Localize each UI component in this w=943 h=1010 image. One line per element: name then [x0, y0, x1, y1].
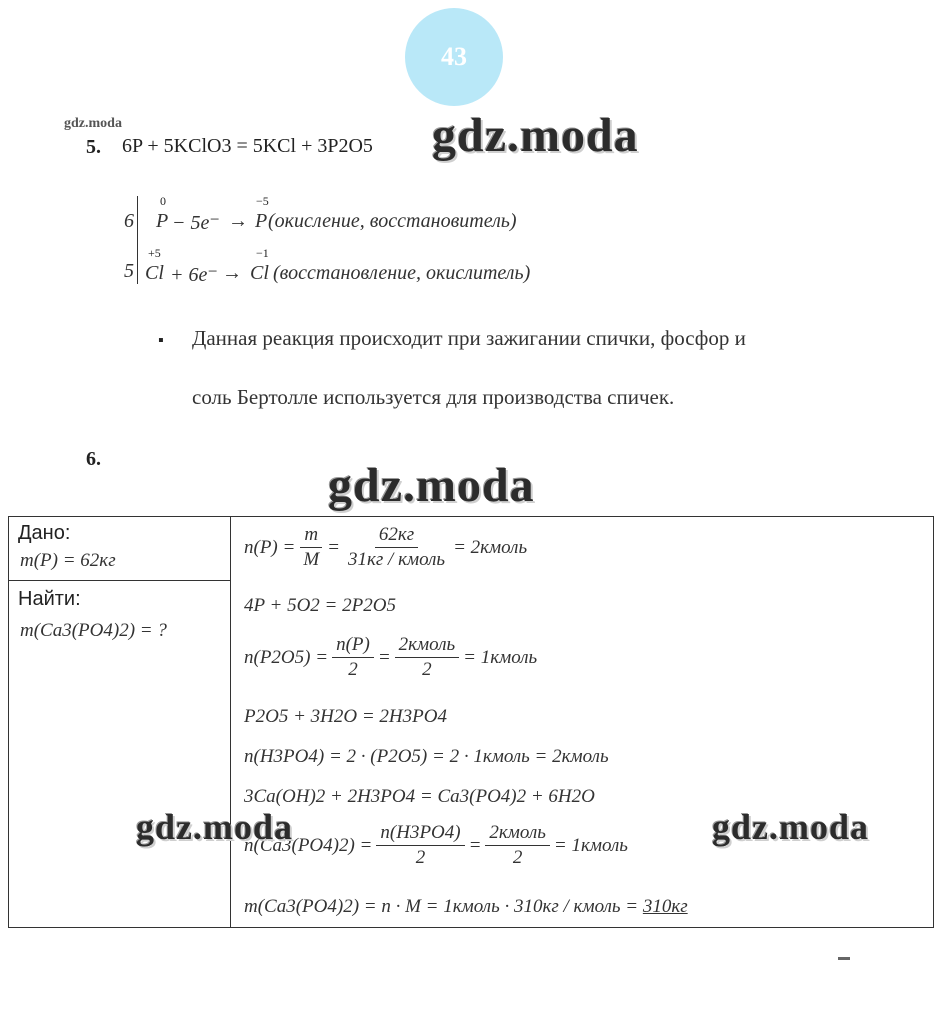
fraction-2kmol-over-2-b: [485, 822, 549, 870]
line3-left: n(P2O5) =: [244, 647, 329, 669]
line1-result: = 2кмоль: [453, 537, 528, 559]
line7-eq: =: [468, 835, 482, 857]
table-column-divider: [8, 516, 231, 928]
line1-den1: M: [303, 548, 320, 570]
task6-number: 6.: [86, 448, 101, 470]
line3-den2: 2: [422, 658, 432, 680]
line1-num2: 62кг: [375, 524, 418, 548]
solution-line-4: P2O5 + 3H2O = 2H3PO4: [244, 706, 447, 727]
redox1-note: (окисление, восстановитель): [268, 210, 517, 232]
task5-number: 5.: [86, 136, 101, 158]
line7-left: n(Ca3(PO4)2) =: [244, 835, 373, 857]
redox1-coef: 6: [124, 210, 134, 232]
line7-num1: n(H3PO4): [376, 822, 464, 846]
fraction-nP-over-2: [332, 634, 374, 682]
final-answer: 310кг: [642, 896, 688, 917]
line1-den2: 31кг / кмоль: [348, 548, 446, 570]
corner-mark: [838, 957, 850, 960]
line1-eq: =: [327, 537, 340, 559]
line3-result: = 1кмоль: [463, 647, 538, 669]
solution-line-7: [244, 822, 628, 870]
given-label: Дано:: [18, 522, 71, 544]
line3-num1: n(P): [332, 634, 374, 658]
line3-den1: 2: [348, 658, 358, 680]
line1-left: n(P) =: [244, 537, 296, 559]
line7-num2: 2кмоль: [485, 822, 549, 846]
redox1-ox-right: −5: [256, 194, 269, 208]
page-number: 43: [441, 42, 467, 71]
task5-text-line1: Данная реакция происходит при зажигании спички, фосфор и: [192, 326, 746, 350]
task5-text-line2: соль Бертолле используется для производства спичек.: [192, 385, 675, 409]
line1-num1: m: [300, 524, 322, 548]
small-watermark: gdz.moda: [64, 116, 122, 131]
bullet-icon: ▪: [158, 332, 164, 349]
line7-den1: 2: [415, 846, 426, 868]
redox1-ox-left: 0: [160, 194, 166, 208]
solution-line-3: [244, 634, 537, 682]
line3-eq: =: [377, 647, 391, 669]
watermark-bottom-left: gdz.moda: [136, 807, 294, 847]
task5-reaction: 6P + 5KClO3 = 5KCl + 3P2O5: [122, 135, 373, 157]
line8-main: m(Ca3(PO4)2) = n · M = 1кмоль · 310кг / кмоль =: [244, 896, 639, 917]
redox2-electrons: + 6e⁻: [170, 264, 218, 286]
redox2-ox-right: −1: [256, 246, 269, 260]
solution-line-6: 3Ca(OH)2 + 2H3PO4 = Ca3(PO4)2 + 6H2O: [244, 786, 595, 807]
redox2-right: Cl: [250, 262, 269, 284]
line3-num2: 2кмоль: [395, 634, 459, 658]
fraction-mass-over-molar: [344, 524, 449, 572]
redox-bar: [137, 196, 138, 284]
line7-den2: 2: [512, 846, 523, 868]
solution-line-2: 4P + 5O2 = 2P2O5: [244, 595, 396, 616]
solution-line-5: n(H3PO4) = 2 · (P2O5) = 2 · 1кмоль = 2кмоль: [244, 746, 609, 767]
given-value: m(P) = 62кг: [20, 550, 116, 571]
redox2-arrow: →: [222, 262, 242, 284]
table-row-divider: [8, 580, 231, 581]
fraction-nH3PO4-over-2: [376, 822, 464, 870]
fraction-m-over-M: [299, 524, 323, 572]
redox2-left: Cl: [145, 262, 164, 284]
line7-result: = 1кмоль: [553, 835, 628, 857]
solution-line-8: [244, 896, 688, 918]
solution-line-1: [244, 524, 527, 572]
find-value: m(Ca3(PO4)2) = ?: [20, 620, 167, 641]
redox1-electrons: − 5e⁻: [172, 212, 220, 234]
redox1-right: P: [255, 210, 268, 232]
fraction-2kmol-over-2: [395, 634, 459, 682]
find-label: Найти:: [18, 588, 81, 610]
redox2-ox-left: +5: [148, 246, 161, 260]
redox2-note: (восстановление, окислитель): [273, 262, 531, 284]
page-number-badge: [405, 8, 503, 106]
watermark-top: gdz.moda: [432, 109, 639, 162]
redox1-arrow: →: [228, 210, 248, 232]
redox2-coef: 5: [124, 260, 134, 282]
watermark-middle: gdz.moda: [328, 459, 535, 512]
redox1-left: P: [156, 210, 169, 232]
watermark-bottom-right: gdz.moda: [712, 807, 870, 847]
